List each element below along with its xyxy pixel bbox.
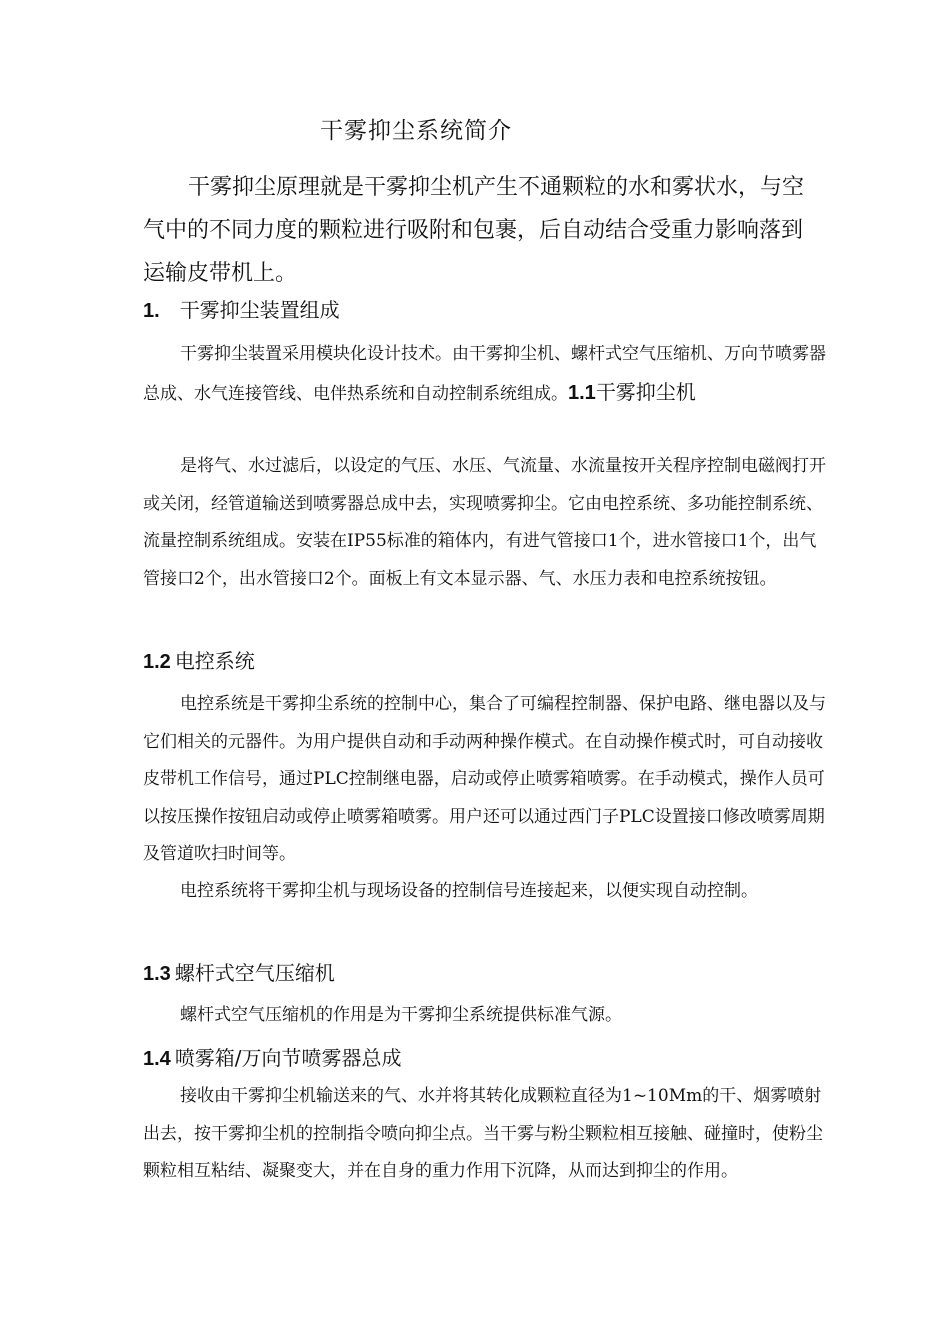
section-1-number: 1. [143, 300, 160, 322]
section-1-3-heading [143, 957, 335, 986]
section-1-3-number: 1.3 [143, 963, 171, 985]
section-1-2-title: 电控系统 [174, 649, 255, 673]
section-1-3-title: 螺杆式空气压缩机 [174, 961, 335, 985]
document-title: 干雾抑尘系统简介 [320, 118, 512, 144]
section-1-paragraph [143, 336, 828, 413]
section-1-body: 干雾抑尘装置采用模块化设计技术。由干雾抑尘机、螺杆式空气压缩机、万向节喷雾器总成、水气连接管线、电伴热系统和自动控制系统组成。 [143, 344, 826, 404]
section-1-3-paragraph: 螺杆式空气压缩机的作用是为干雾抑尘系统提供标准气源。 [180, 1005, 622, 1025]
section-1-2-number: 1.2 [143, 651, 171, 673]
section-1-2-heading [143, 645, 255, 674]
section-1-1-paragraph: 是将气、水过滤后，以设定的气压、水压、气流量、水流量按开关程序控制电磁阀打开或关闭，经管道输送到喷雾器总成中去，实现喷雾抑尘。它由电控系统、多功能控制系统、流量控制系统组成。安装在IP55标准的箱体内，有进气管接口1个，进水管接口1个，出气管接口2个，出水管接口2个。面板上有文本显示器、气、水压力表和电控系统按钮。 [143, 456, 826, 589]
section-1-1-number: 1.1 [568, 381, 596, 404]
section-1-4-title: 喷雾箱/万向节喷雾器总成 [174, 1046, 402, 1070]
section-1-1-title: 干雾抑尘机 [595, 379, 696, 404]
section-1-2-paragraph-2: 电控系统将干雾抑尘机与现场设备的控制信号连接起来，以便实现自动控制。 [180, 881, 758, 901]
section-1-4-heading [143, 1042, 402, 1071]
section-1-1-heading [568, 380, 696, 404]
section-1-4-number: 1.4 [143, 1048, 171, 1070]
section-1-2-paragraph-1: 电控系统是干雾抑尘系统的控制中心，集合了可编程控制器、保护电路、继电器以及与它们相关的元器件。为用户提供自动和手动两种操作模式。在自动操作模式时，可自动接收皮带机工作信号，通过PLC控制继电器，启动或停止喷雾箱喷雾。在手动模式，操作人员可以按压操作按钮启动或停止喷雾箱喷雾。用户还可以通过西门子PLC设置接口修改喷雾周期及管道吹扫时间等。 [143, 694, 826, 864]
section-1-title: 干雾抑尘装置组成 [179, 298, 340, 322]
intro-paragraph: 干雾抑尘原理就是干雾抑尘机产生不通颗粒的水和雾状水，与空气中的不同力度的颗粒进行吸附和包裹，后自动结合受重力影响落到运输皮带机上。 [143, 175, 805, 286]
section-1-heading [143, 294, 340, 323]
section-1-4-paragraph: 接收由干雾抑尘机输送来的气、水并将其转化成颗粒直径为1~10Mm的干、烟雾喷射出去，按干雾抑尘机的控制指令喷向抑尘点。当干雾与粉尘颗粒相互接触、碰撞时，使粉尘颗粒相互粘结、凝聚变大，并在自身的重力作用下沉降，从而达到抑尘的作用。 [143, 1086, 823, 1181]
